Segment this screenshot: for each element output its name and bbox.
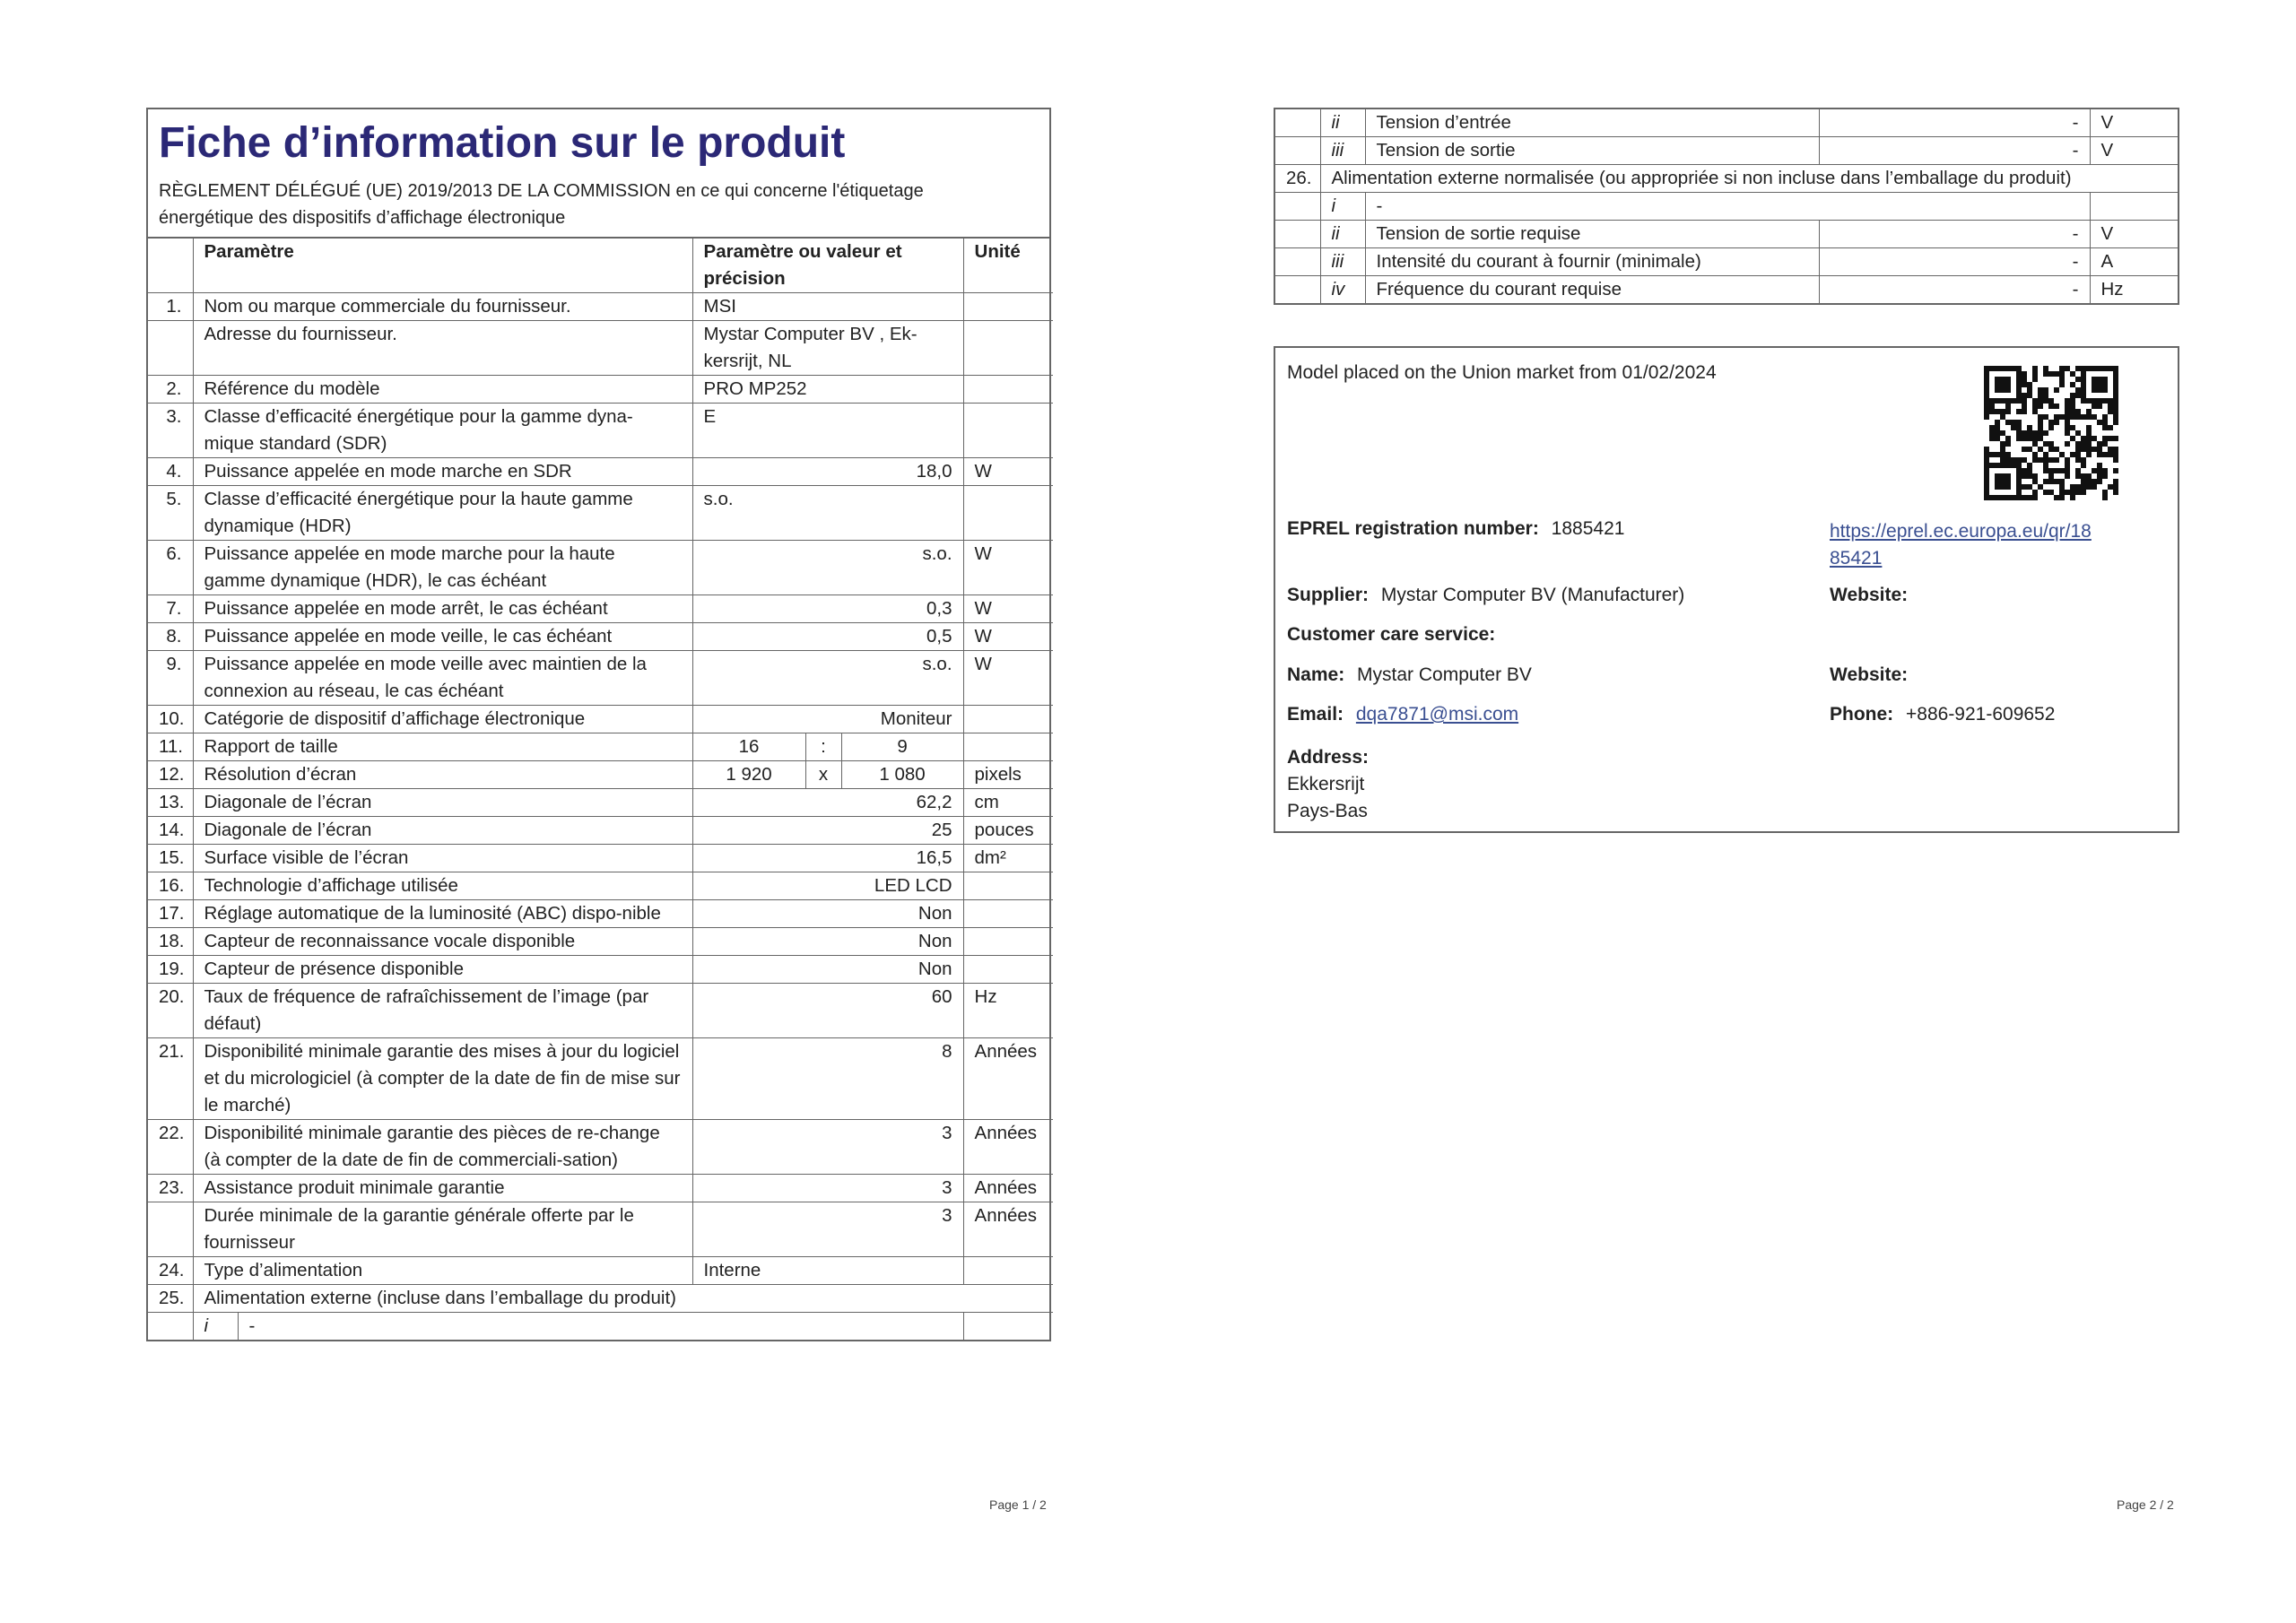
header-unit: Unité [963,239,1053,293]
eprel-registration: EPREL registration number: 1885421 [1287,518,1625,539]
table-row: 5. Classe d’efficacité énergétique pour la haute gamme dynamique (HDR) s.o. [148,486,1053,541]
market-date-text: Model placed on the Union market from 01/02/2024 [1287,362,1717,383]
table-row: 4. Puissance appelée en mode marche en SDR 18,0 W [148,458,1053,486]
table-row: Durée minimale de la garantie générale offerte par le fournisseur 3 Années [148,1202,1053,1257]
header-param: Paramètre [193,239,692,293]
table-row: 9. Puissance appelée en mode veille avec maintien de la connexion au réseau, le cas échéant s.o. W [148,651,1053,706]
parameters-table [148,239,1053,1340]
table-row: 22. Disponibilité minimale garantie des pièces de re-change (à compter de la date de fin de commerciali-sation) 3 Années [148,1120,1053,1175]
table-row: 1. Nom ou marque commerciale du fournisseur. MSI [148,293,1053,321]
power-supply-table [1274,108,2179,305]
eprel-info-box [1274,346,2179,833]
table-row: 2. Référence du modèle PRO MP252 [148,376,1053,404]
page-number-2: Page 2 / 2 [2117,1497,2174,1512]
table-row: 6. Puissance appelée en mode marche pour la haute gamme dynamique (HDR), le cas échéant s.o. W [148,541,1053,595]
sheet-header [148,109,1049,239]
care-phone-field: Phone: +886-921-609652 [1830,704,2056,725]
table-row: 26. Alimentation externe normalisée (ou appropriée si non incluse dans l’emballage du produit) [1275,165,2178,193]
customer-care-label: Customer care service: [1287,624,1496,645]
product-info-sheet [146,108,1051,1341]
supplier-website-label: Website: [1830,585,1909,605]
table-row: 20. Taux de fréquence de rafraîchissement de l’image (par défaut) 60 Hz [148,984,1053,1038]
table-row: 15. Surface visible de l’écran 16,5 dm² [148,845,1053,872]
table-row: 12. Résolution d’écran 1 920 x 1 080 pixels [148,761,1053,789]
table-row: 3. Classe d’efficacité énergétique pour la gamme dyna-mique standard (SDR) E [148,404,1053,458]
care-email-field: Email: dqa7871@msi.com [1287,704,1519,725]
care-website-label: Website: [1830,664,1909,685]
qr-code-icon[interactable] [1984,366,2118,500]
table-row: 23. Assistance produit minimale garantie 3 Années [148,1175,1053,1202]
care-address: Address: Ekkersrijt Pays-Bas [1287,747,1370,821]
table-row: 8. Puissance appelée en mode veille, le cas échéant 0,5 W [148,623,1053,651]
table-row: ii Tension d’entrée - V [1275,109,2178,137]
table-row: Adresse du fournisseur. Mystar Computer BV , Ek-kersrijt, NL [148,321,1053,376]
table-row: ii Tension de sortie requise - V [1275,221,2178,248]
header-value: Paramètre ou valeur et précision [692,239,963,293]
table-row: iv Fréquence du courant requise - Hz [1275,276,2178,304]
table-row: 11. Rapport de taille 16 : 9 [148,733,1053,761]
table-row: 17. Réglage automatique de la luminosité (ABC) dispo-nible Non [148,900,1053,928]
table-row: 21. Disponibilité minimale garantie des mises à jour du logiciel et du micrologiciel (à compter de la date de fin de mise sur le marché) 8 Années [148,1038,1053,1120]
table-header-row [148,239,1053,293]
table-row: 7. Puissance appelée en mode arrêt, le cas échéant 0,3 W [148,595,1053,623]
table-row: 13. Diagonale de l’écran 62,2 cm [148,789,1053,817]
care-name-field: Name: Mystar Computer BV [1287,664,1532,685]
table-row: 18. Capteur de reconnaissance vocale disponible Non [148,928,1053,956]
eprel-url-link[interactable]: https://eprel.ec.europa.eu/qr/18 85421 [1830,521,2092,568]
table-row: 10. Catégorie de dispositif d’affichage électronique Moniteur [148,706,1053,733]
page-number-1: Page 1 / 2 [989,1497,1047,1512]
table-row: iii Tension de sortie - V [1275,137,2178,165]
table-row: iii Intensité du courant à fournir (minimale) - A [1275,248,2178,276]
table-row: 24. Type d’alimentation Interne [148,1257,1053,1285]
supplier-field: Supplier: Mystar Computer BV (Manufacturer) [1287,585,1685,605]
regulation-subtitle: RÈGLEMENT DÉLÉGUÉ (UE) 2019/2013 DE LA COMMISSION en ce qui concerne l'étiquetage énergétique des dispositifs d’affichage électronique [159,181,924,228]
table-row: 19. Capteur de présence disponible Non [148,956,1053,984]
table-row: i - [1275,193,2178,221]
table-row: i - [148,1313,1053,1341]
table-row: 25. Alimentation externe (incluse dans l’emballage du produit) [148,1285,1053,1313]
table-row: 14. Diagonale de l’écran 25 pouces [148,817,1053,845]
table-row: 16. Technologie d’affichage utilisée LED LCD [148,872,1053,900]
page-title: Fiche d’information sur le produit [159,119,846,167]
email-link[interactable]: dqa7871@msi.com [1355,704,1519,725]
